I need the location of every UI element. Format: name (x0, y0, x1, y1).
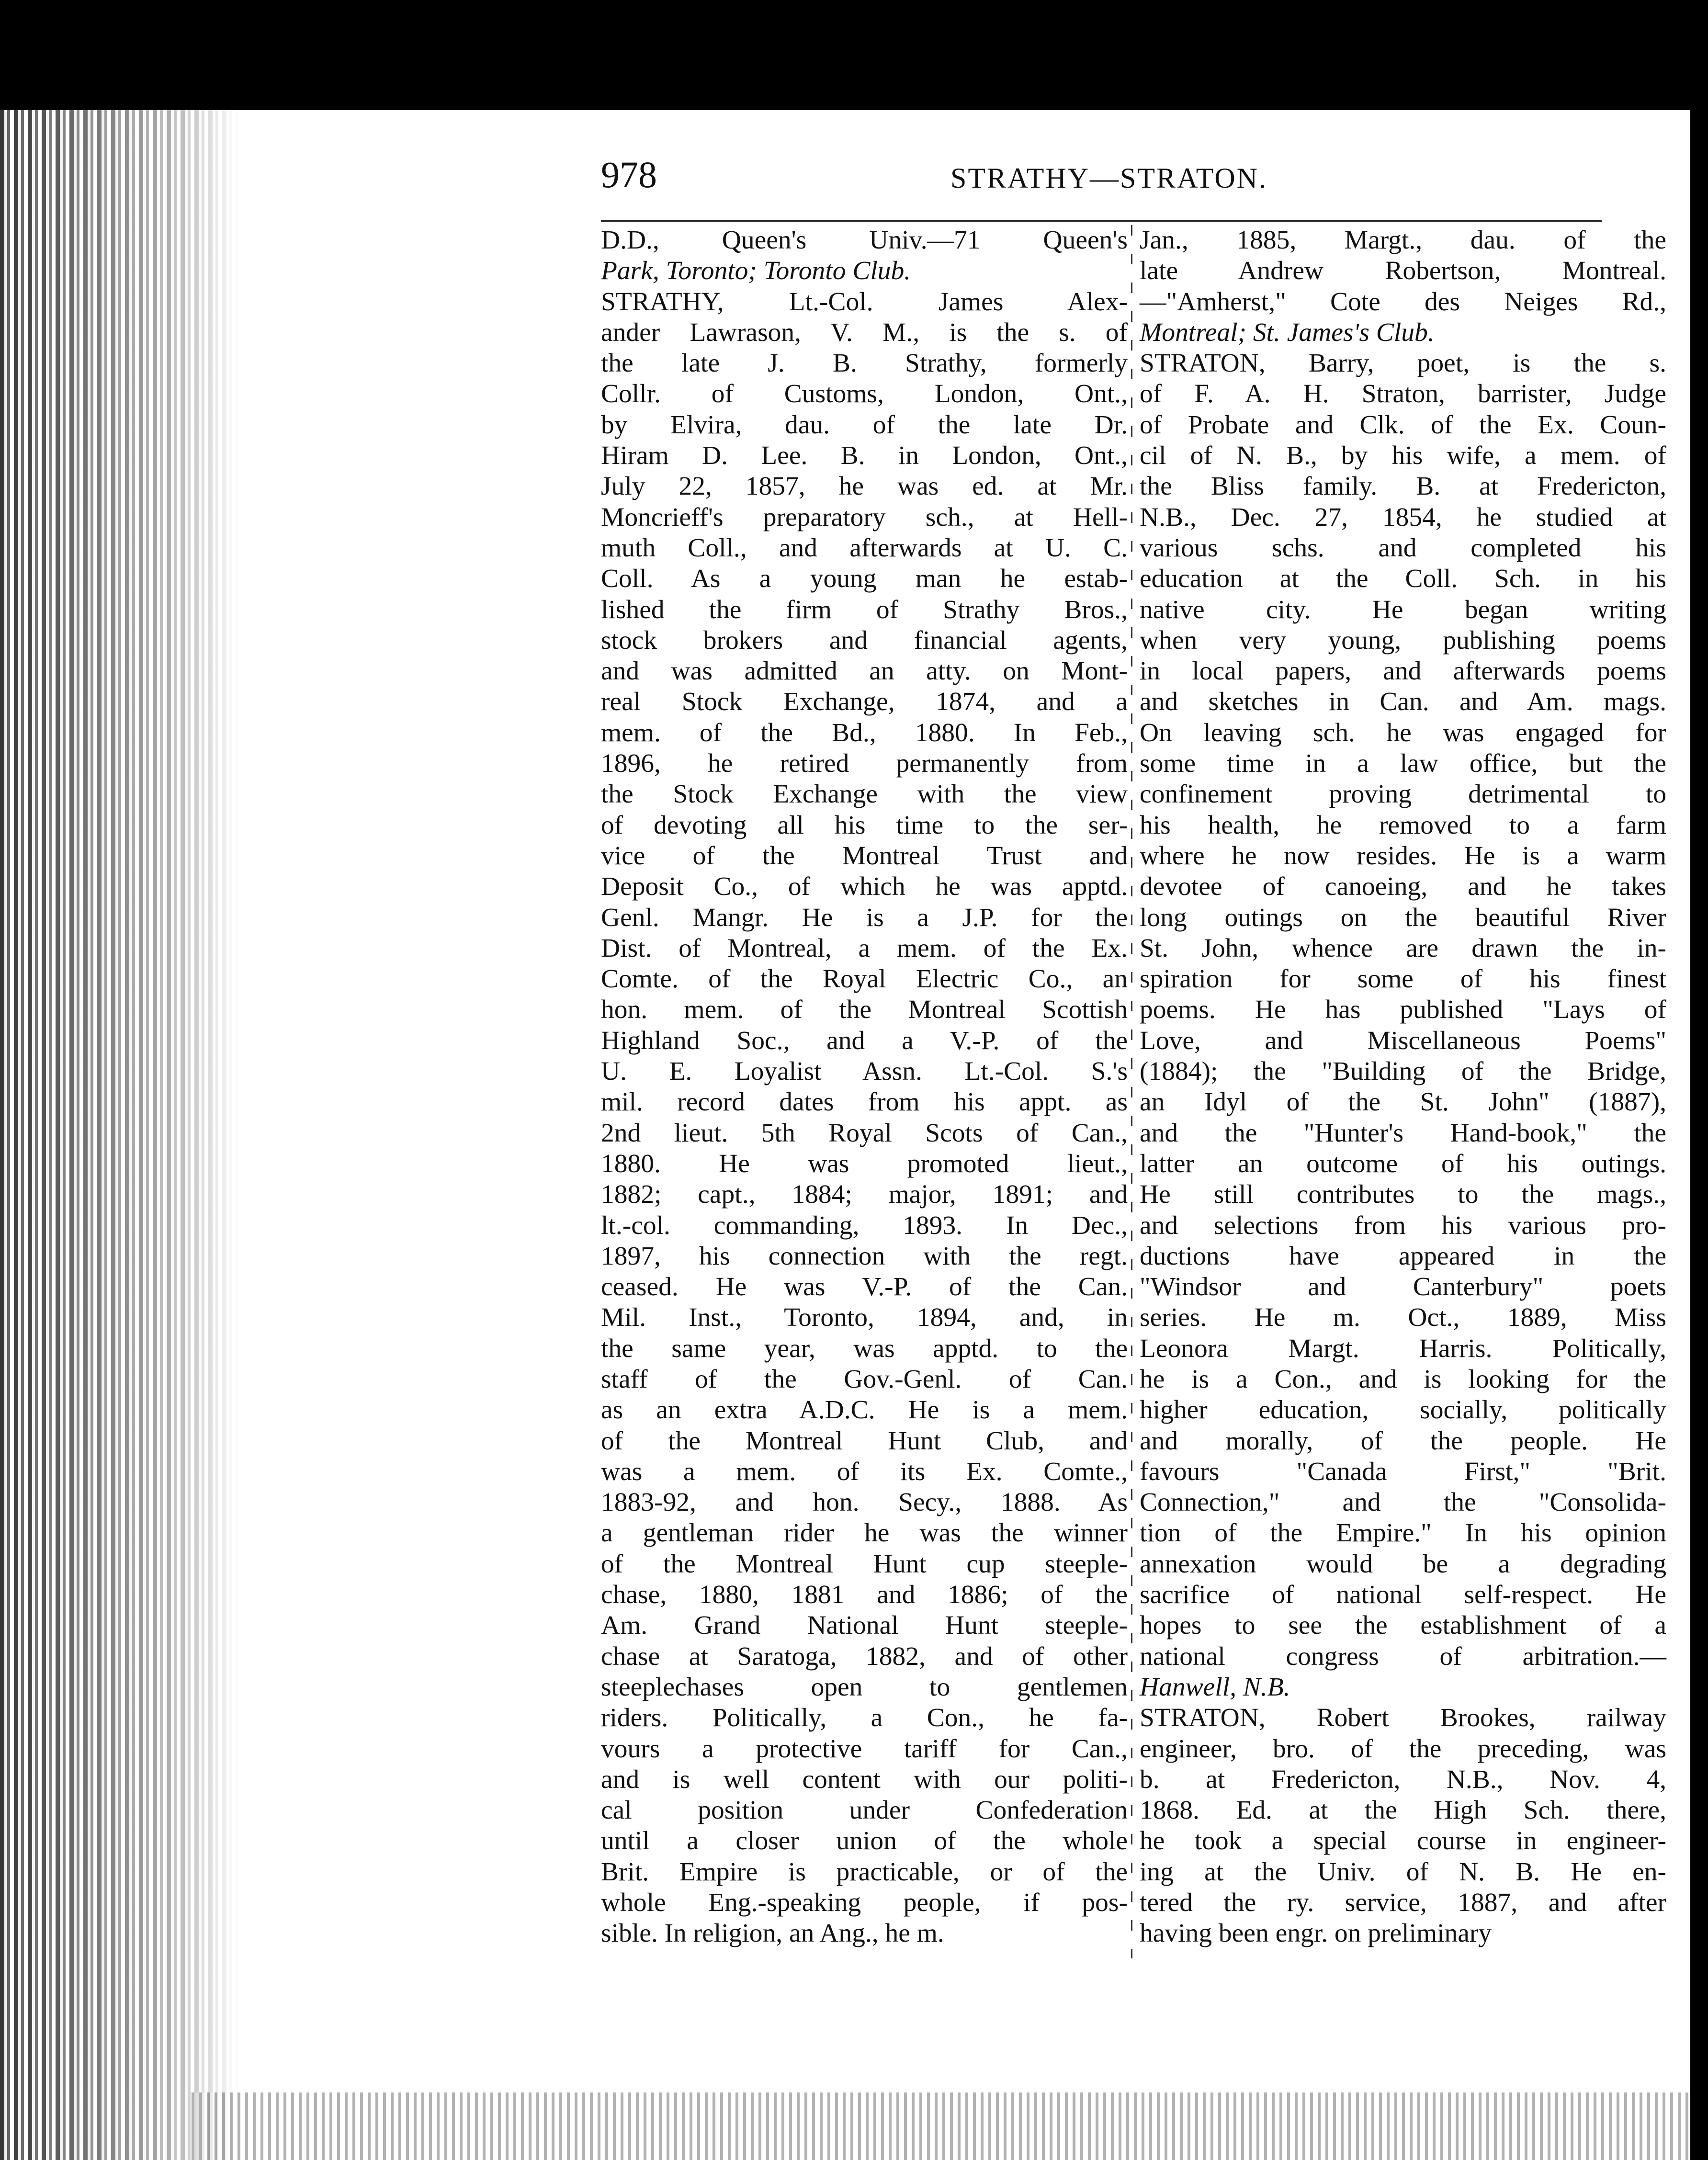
right-column-line: STRATON, Robert Brookes, railway (1140, 1703, 1666, 1733)
left-column-line: and was admitted an atty. on Mont- (601, 656, 1128, 686)
right-column-line: devotee of canoeing, and he takes (1140, 872, 1666, 902)
right-column-line: an Idyl of the St. John" (1887), (1140, 1087, 1666, 1117)
right-column-line: long outings on the beautiful River (1140, 903, 1666, 932)
left-column-line: was a mem. of its Ex. Comte., (601, 1457, 1128, 1486)
left-column-line: 1883-92, and hon. Secy., 1888. As (601, 1488, 1128, 1517)
left-column-line: Coll. As a young man he estab- (601, 564, 1128, 594)
left-column-line: lt.-col. commanding, 1893. In Dec., (601, 1210, 1128, 1240)
right-column-line: and selections from his various pro- (1140, 1210, 1666, 1240)
left-column-line: by Elvira, dau. of the late Dr. (601, 410, 1128, 440)
right-column-line: confinement proving detrimental to (1140, 780, 1666, 809)
right-column-line: Montreal; St. James's Club. (1140, 317, 1435, 347)
left-column-line: Comte. of the Royal Electric Co., an (601, 964, 1128, 994)
right-column-line: On leaving sch. he was engaged for (1140, 718, 1666, 747)
right-column-line: Love, and Miscellaneous Poems" (1140, 1026, 1666, 1055)
left-column-line: mem. of the Bd., 1880. In Feb., (601, 718, 1128, 747)
right-column-line: Hanwell, N.B. (1140, 1672, 1290, 1702)
left-column-line: 1882; capt., 1884; major, 1891; and (601, 1180, 1128, 1210)
running-head: STRATHY—STRATON. (950, 162, 1267, 194)
left-column-line: chase at Saratoga, 1882, and of other (601, 1641, 1128, 1671)
scan-top-border (0, 0, 1708, 110)
right-column-line: (1884); the "Building of the Bridge, (1140, 1057, 1666, 1086)
right-column-line: some time in a law office, but the (1140, 749, 1666, 779)
right-column-line: He still contributes to the mags., (1140, 1180, 1666, 1210)
left-column-line: cal position under Confederation (601, 1796, 1128, 1825)
left-column-line: and is well content with our politi- (601, 1764, 1128, 1794)
left-column-line: mil. record dates from his appt. as (601, 1087, 1128, 1117)
right-column-line: tered the ry. service, 1887, and after (1140, 1888, 1666, 1918)
right-column-line: late Andrew Robertson, Montreal. (1140, 256, 1666, 286)
left-column-line: Park, Toronto; Toronto Club. (601, 256, 911, 286)
right-column-line: education at the Coll. Sch. in his (1140, 564, 1666, 594)
right-column-line: Jan., 1885, Margt., dau. of the (1140, 226, 1666, 255)
right-column-line: —"Amherst," Cote des Neiges Rd., (1140, 287, 1666, 317)
left-column-line: Am. Grand National Hunt steeple- (601, 1611, 1128, 1640)
right-column-line: his health, he removed to a farm (1140, 810, 1666, 840)
right-column (1140, 225, 1666, 1949)
page-number: 978 (601, 154, 657, 195)
right-column-line: latter an outcome of his outings. (1140, 1149, 1666, 1178)
left-column-line: a gentleman rider he was the winner (601, 1518, 1128, 1548)
left-column-line: muth Coll., and afterwards at U. C. (601, 533, 1128, 563)
left-column-line: ander Lawrason, V. M., is the s. of (601, 317, 1128, 347)
right-column-line: N.B., Dec. 27, 1854, he studied at (1140, 502, 1666, 532)
right-column-line: spiration for some of his finest (1140, 964, 1666, 994)
left-column-line: staff of the Gov.-Genl. of Can. (601, 1364, 1128, 1394)
left-column-line: as an extra A.D.C. He is a mem. (601, 1395, 1128, 1425)
right-column-line: Connection," and the "Consolida- (1140, 1488, 1666, 1517)
left-column-line: D.D., Queen's Univ.—71 Queen's (601, 226, 1128, 255)
left-column-line: Genl. Mangr. He is a J.P. for the (601, 903, 1128, 932)
right-column-line: he took a special course in engineer- (1140, 1826, 1666, 1856)
right-column-line: STRATON, Barry, poet, is the s. (1140, 349, 1666, 378)
left-column-line: Dist. of Montreal, a mem. of the Ex. (601, 933, 1128, 963)
left-column-line: of the Montreal Hunt Club, and (601, 1426, 1128, 1456)
right-column-line: ductions have appeared in the (1140, 1241, 1666, 1271)
right-column-line: ing at the Univ. of N. B. He en- (1140, 1857, 1666, 1887)
left-column-line: chase, 1880, 1881 and 1886; of the (601, 1580, 1128, 1610)
left-column-line: Moncrieff's preparatory sch., at Hell- (601, 502, 1128, 532)
right-column-line: b. at Fredericton, N.B., Nov. 4, (1140, 1764, 1666, 1794)
header-rule (601, 220, 1602, 222)
right-column-line: Leonora Margt. Harris. Politically, (1140, 1334, 1666, 1363)
left-column-line: Highland Soc., and a V.-P. of the (601, 1026, 1128, 1055)
left-column-line: the late J. B. Strathy, formerly (601, 349, 1128, 378)
right-column-line: St. John, whence are drawn the in- (1140, 933, 1666, 963)
right-column-line: native city. He began writing (1140, 595, 1666, 624)
right-column-line: hopes to see the establishment of a (1140, 1611, 1666, 1640)
left-column-line: 1897, his connection with the regt. (601, 1241, 1128, 1271)
left-column-line: whole Eng.-speaking people, if pos- (601, 1888, 1128, 1918)
left-column-line: real Stock Exchange, 1874, and a (601, 687, 1128, 717)
left-column-line: Collr. of Customs, London, Ont., (601, 379, 1128, 409)
page-header (601, 149, 1602, 207)
left-column (601, 225, 1128, 1949)
scan-right-border (1690, 110, 1708, 2160)
column-divider (1131, 225, 1132, 1958)
right-column-line: sacrifice of national self-respect. He (1140, 1580, 1666, 1610)
right-column-line: 1868. Ed. at the High Sch. there, (1140, 1796, 1666, 1825)
left-column-line: the Stock Exchange with the view (601, 780, 1128, 809)
left-column-line: 2nd lieut. 5th Royal Scots of Can., (601, 1118, 1128, 1148)
right-column-line: and the "Hunter's Hand-book," the (1140, 1118, 1666, 1148)
left-column-line: ceased. He was V.-P. of the Can. (601, 1272, 1128, 1302)
left-column-line: lished the firm of Strathy Bros., (601, 595, 1128, 624)
left-column-line: vice of the Montreal Trust and (601, 841, 1128, 871)
left-column-line: 1880. He was promoted lieut., (601, 1149, 1128, 1178)
left-column-line: stock brokers and financial agents, (601, 625, 1128, 655)
right-column-line: higher education, socially, politically (1140, 1395, 1666, 1425)
right-column-line: engineer, bro. of the preceding, was (1140, 1734, 1666, 1764)
left-column-line: July 22, 1857, he was ed. at Mr. (601, 472, 1128, 501)
left-column-line: Hiram D. Lee. B. in London, Ont., (601, 441, 1128, 471)
left-column-line: vours a protective tariff for Can., (601, 1734, 1128, 1764)
left-column-line: steeplechases open to gentlemen (601, 1672, 1128, 1702)
scan-left-binding-edge (0, 110, 239, 2160)
right-column-line: various schs. and completed his (1140, 533, 1666, 563)
left-column-line: STRATHY, Lt.-Col. James Alex- (601, 287, 1128, 317)
right-column-line: the Bliss family. B. at Fredericton, (1140, 472, 1666, 501)
right-column-line: favours "Canada First," "Brit. (1140, 1457, 1666, 1486)
left-column-line: Mil. Inst., Toronto, 1894, and, in (601, 1303, 1128, 1333)
left-column-line: of devoting all his time to the ser- (601, 810, 1128, 840)
left-column-line: riders. Politically, a Con., he fa- (601, 1703, 1128, 1733)
left-column-line: Deposit Co., of which he was apptd. (601, 872, 1128, 902)
right-column-line: poems. He has published "Lays of (1140, 995, 1666, 1025)
right-column-line: in local papers, and afterwards poems (1140, 656, 1666, 686)
left-column-line: Brit. Empire is practicable, or of the (601, 1857, 1128, 1887)
right-column-line: "Windsor and Canterbury" poets (1140, 1272, 1666, 1302)
left-column-line: until a closer union of the whole (601, 1826, 1128, 1856)
right-column-line: when very young, publishing poems (1140, 625, 1666, 655)
left-column-line: U. E. Loyalist Assn. Lt.-Col. S.'s (601, 1057, 1128, 1086)
right-column-line: where he now resides. He is a warm (1140, 841, 1666, 871)
right-column-line: series. He m. Oct., 1889, Miss (1140, 1303, 1666, 1333)
right-column-line: he is a Con., and is looking for the (1140, 1364, 1666, 1394)
scan-bottom-edge (192, 2092, 1690, 2160)
right-column-line: cil of N. B., by his wife, a mem. of (1140, 441, 1666, 471)
right-column-line: tion of the Empire." In his opinion (1140, 1518, 1666, 1548)
right-column-line: national congress of arbitration.— (1140, 1641, 1666, 1671)
right-column-line: having been engr. on preliminary (1140, 1919, 1492, 1948)
left-column-line: the same year, was apptd. to the (601, 1334, 1128, 1363)
right-column-line: and sketches in Can. and Am. mags. (1140, 687, 1666, 717)
right-column-line: annexation would be a degrading (1140, 1549, 1666, 1579)
left-column-line: hon. mem. of the Montreal Scottish (601, 995, 1128, 1025)
right-column-line: and morally, of the people. He (1140, 1426, 1666, 1456)
left-column-line: sible. In religion, an Ang., he m. (601, 1919, 944, 1948)
right-column-line: of Probate and Clk. of the Ex. Coun- (1140, 410, 1666, 440)
left-column-line: of the Montreal Hunt cup steeple- (601, 1549, 1128, 1579)
left-column-line: 1896, he retired permanently from (601, 749, 1128, 779)
right-column-line: of F. A. H. Straton, barrister, Judge (1140, 379, 1666, 409)
